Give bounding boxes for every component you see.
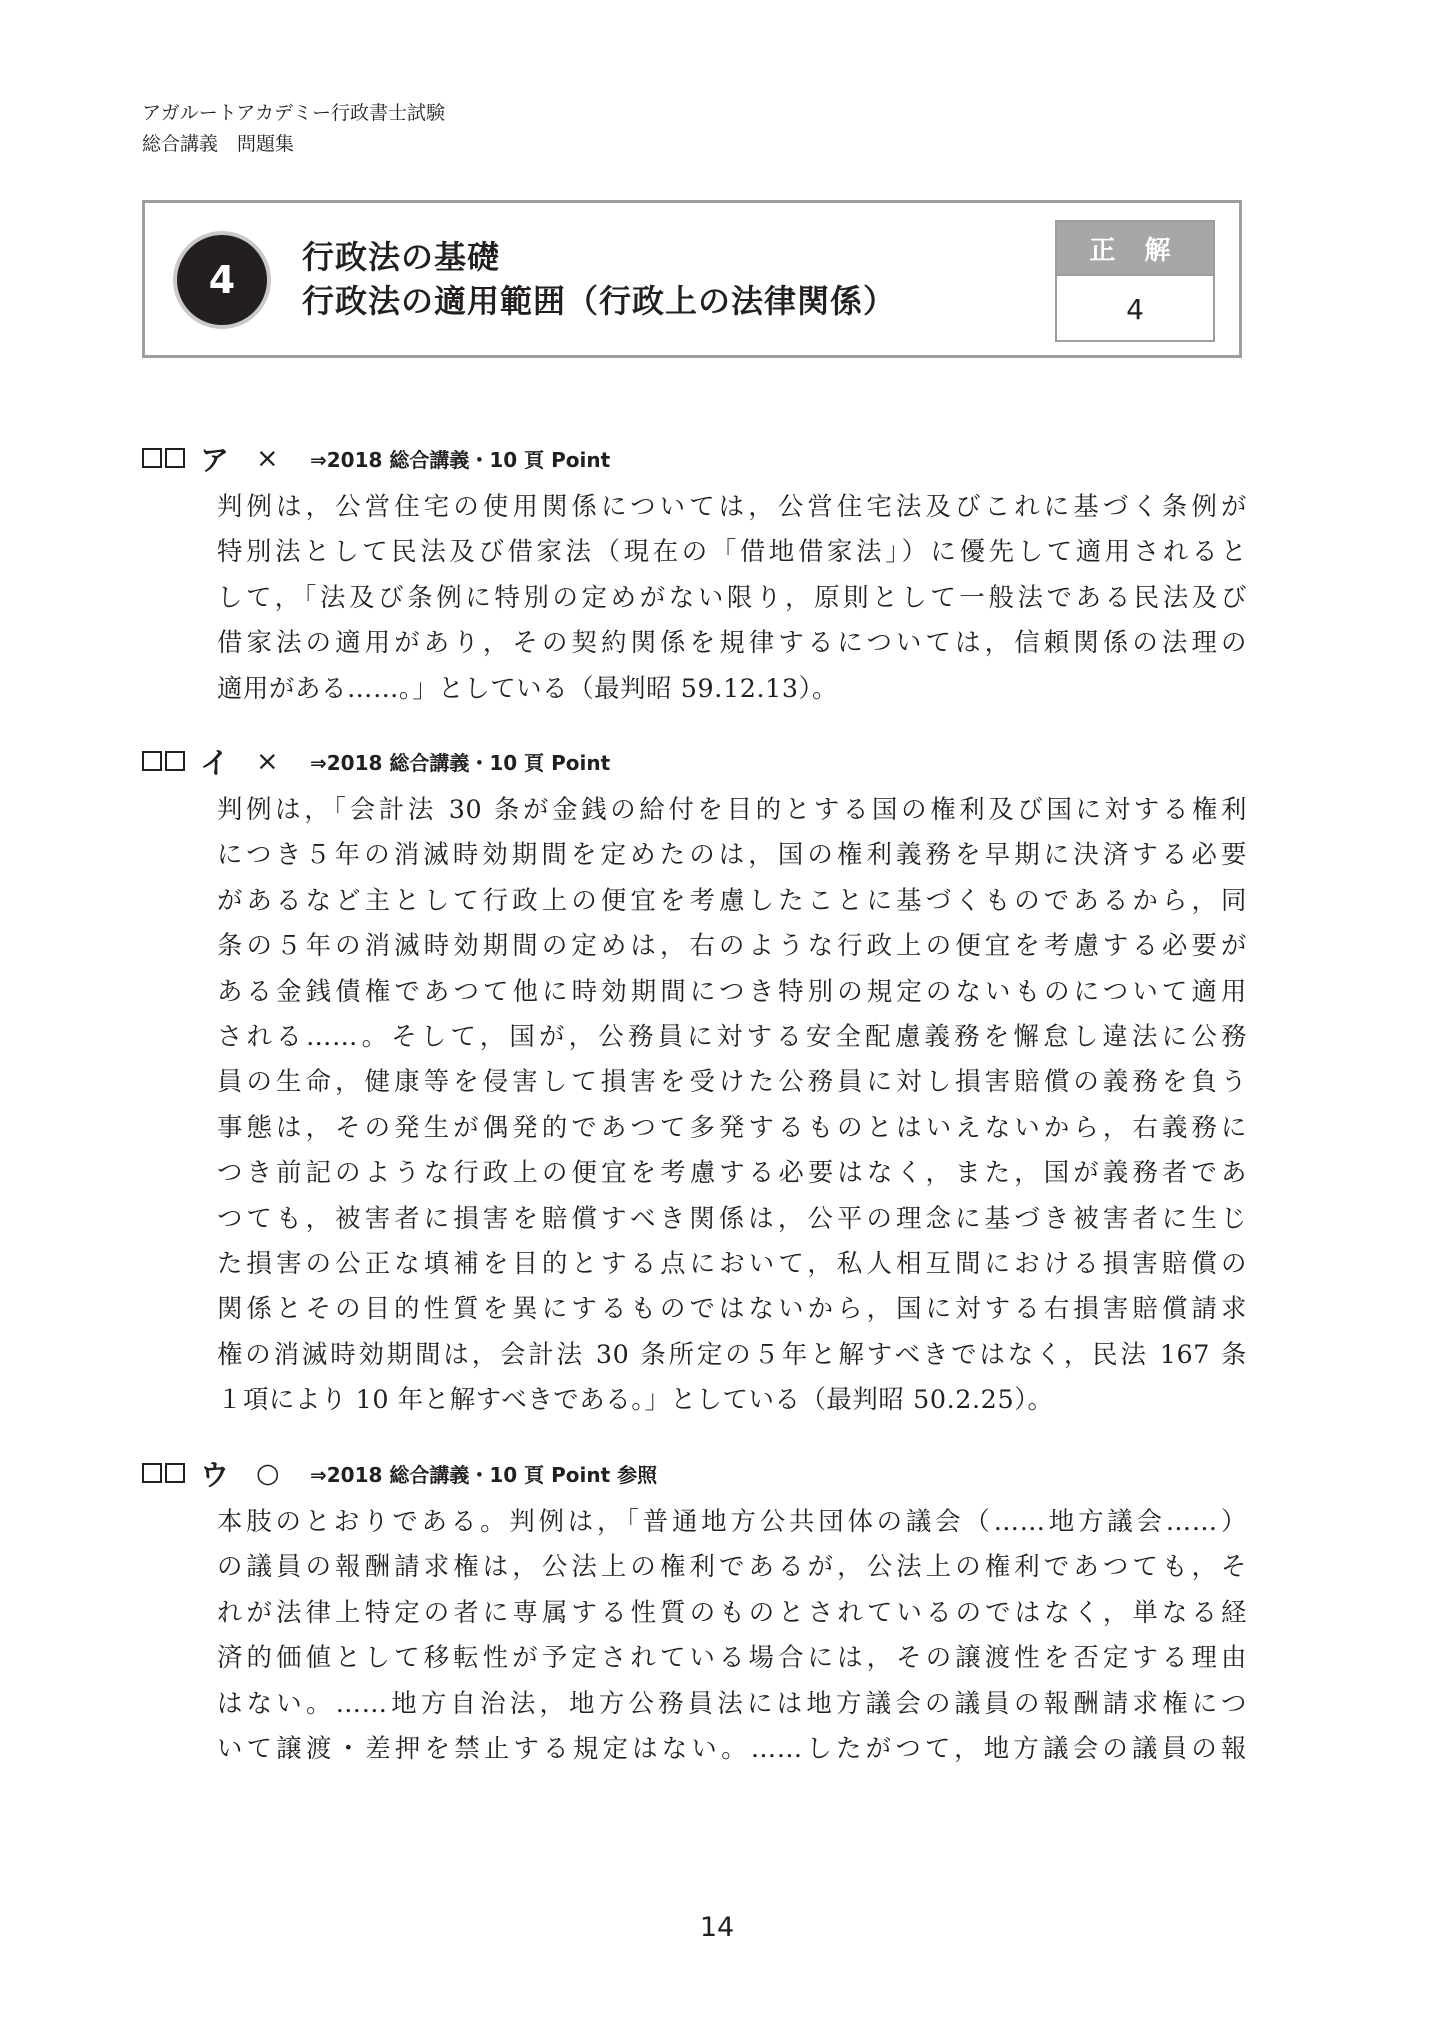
explanation-line: れが法律上特定の者に専属する性質のものとされているのではなく，単なる経 — [217, 1596, 1247, 1627]
explanation-line: た損害の公正な填補を目的とする点において，私人相互間における損害賠償の — [217, 1248, 1247, 1279]
explanation-line: して，「法及び条例に特別の定めがない限り，原則として一般法である民法及び — [217, 581, 1247, 612]
explanation-line: 条の５年の消滅時効期間の定めは，右のような行政上の便宜を考慮する必要が — [217, 930, 1247, 961]
item-reference: ⇒2018 総合講義・10 頁 Point 参照 — [310, 1462, 658, 1487]
review-checkbox-1[interactable] — [142, 1463, 162, 1483]
explanation-line: 判例は，「会計法 30 条が金銭の給付を目的とする国の権利及び国に対する権利 — [217, 794, 1247, 824]
item-letter: イ — [200, 745, 230, 780]
explanation-item-a — [142, 440, 1252, 711]
review-checkbox-2[interactable] — [165, 448, 185, 468]
running-head-series: アガルートアカデミー行政書士試験 — [142, 102, 446, 124]
item-explanation — [217, 1499, 1247, 1771]
explanation-line: つても，被害者に損害を賠償すべき関係は，公平の理念に基づき被害者に生じ — [217, 1202, 1247, 1233]
explanation-line: 判例は，公営住宅の使用関係については，公営住宅法及びこれに基づく条例が — [217, 491, 1247, 521]
explanation-line: 関係とその目的性質を異にするものではないから，国に対する右損害賠償請求 — [217, 1293, 1247, 1324]
item-judgement-mark: ○ — [256, 1457, 280, 1489]
review-checkbox-1[interactable] — [142, 751, 162, 771]
explanation-line: はない。……地方自治法，地方公務員法には地方議会の議員の報酬請求権につ — [217, 1687, 1247, 1718]
explanation-line: 本肢のとおりである。判例は，「普通地方公共団体の議会（……地方議会……） — [217, 1506, 1247, 1536]
explanation-line: 員の生命，健康等を侵害して損害を受けた公務員に対し損害賠償の義務を負う — [217, 1066, 1247, 1097]
running-head-subtitle: 総合講義 問題集 — [142, 133, 295, 155]
explanation-line: ある金銭債権であつて他に時効期間につき特別の規定のないものについて適用 — [217, 975, 1247, 1006]
question-title-line-1: 行政法の基礎 — [302, 238, 501, 276]
explanation-line: 済的価値として移転性が予定されている場合には，その譲渡性を否定する理由 — [217, 1642, 1247, 1673]
item-judgement-mark: × — [256, 442, 279, 474]
item-letter: ウ — [200, 1457, 230, 1492]
item-header — [142, 440, 1252, 476]
explanation-line: つき前記のような行政上の便宜を考慮する必要はなく，また，国が義務者であ — [217, 1157, 1247, 1188]
explanation-line: いて譲渡・差押を禁止する規定はない。……したがつて，地方議会の議員の報 — [217, 1733, 1247, 1764]
answer-box — [1055, 220, 1215, 342]
item-explanation — [217, 787, 1247, 1423]
explanation-line: 適用がある……。」としている（最判昭 59.12.13）。 — [217, 672, 838, 703]
item-reference: ⇒2018 総合講義・10 頁 Point — [310, 447, 611, 472]
question-title-line-2: 行政法の適用範囲（行政上の法律関係） — [302, 282, 897, 320]
explanation-item-i — [142, 743, 1252, 1423]
item-header — [142, 743, 1252, 779]
explanation-line: があるなど主として行政上の便宜を考慮したことに基づくものであるから，同 — [217, 884, 1247, 915]
item-explanation — [217, 484, 1247, 711]
question-title-box — [142, 200, 1242, 358]
item-letter: ア — [200, 442, 230, 477]
answer-label: 正 解 — [1057, 222, 1213, 276]
running-head — [142, 98, 445, 160]
explanation-line: 借家法の適用があり，その契約関係を規律するについては，信頼関係の法理の — [217, 627, 1247, 658]
explanation-line: １項により 10 年と解すべきである。」としている（最判昭 50.2.25）。 — [217, 1384, 1054, 1415]
answer-value: 4 — [1126, 292, 1144, 326]
page-number: 14 — [699, 1912, 735, 1943]
explanation-line: につき５年の消滅時効期間を定めたのは，国の権利義務を早期に決済する必要 — [217, 839, 1247, 870]
item-reference: ⇒2018 総合講義・10 頁 Point — [310, 750, 611, 775]
item-header — [142, 1455, 1252, 1491]
explanation-line: の議員の報酬請求権は，公法上の権利であるが，公法上の権利であつても，そ — [217, 1551, 1247, 1582]
explanation-line: 権の消滅時効期間は，会計法 30 条所定の５年と解すべきではなく，民法 167 条 — [217, 1338, 1247, 1369]
explanation-line: 事態は，その発生が偶発的であつて多発するものとはいえないから，右義務に — [217, 1111, 1247, 1142]
review-checkbox-1[interactable] — [142, 448, 162, 468]
explanation-line: 特別法として民法及び借家法（現在の「借地借家法」）に優先して適用されると — [217, 536, 1247, 567]
review-checkbox-2[interactable] — [165, 1463, 185, 1483]
explanation-item-u — [142, 1455, 1252, 1771]
question-title — [302, 235, 896, 323]
question-number-badge: 4 — [173, 231, 271, 329]
review-checkbox-2[interactable] — [165, 751, 185, 771]
explanation-line: される……。そして，国が，公務員に対する安全配慮義務を懈怠し違法に公務 — [217, 1021, 1247, 1052]
item-judgement-mark: × — [256, 745, 279, 777]
